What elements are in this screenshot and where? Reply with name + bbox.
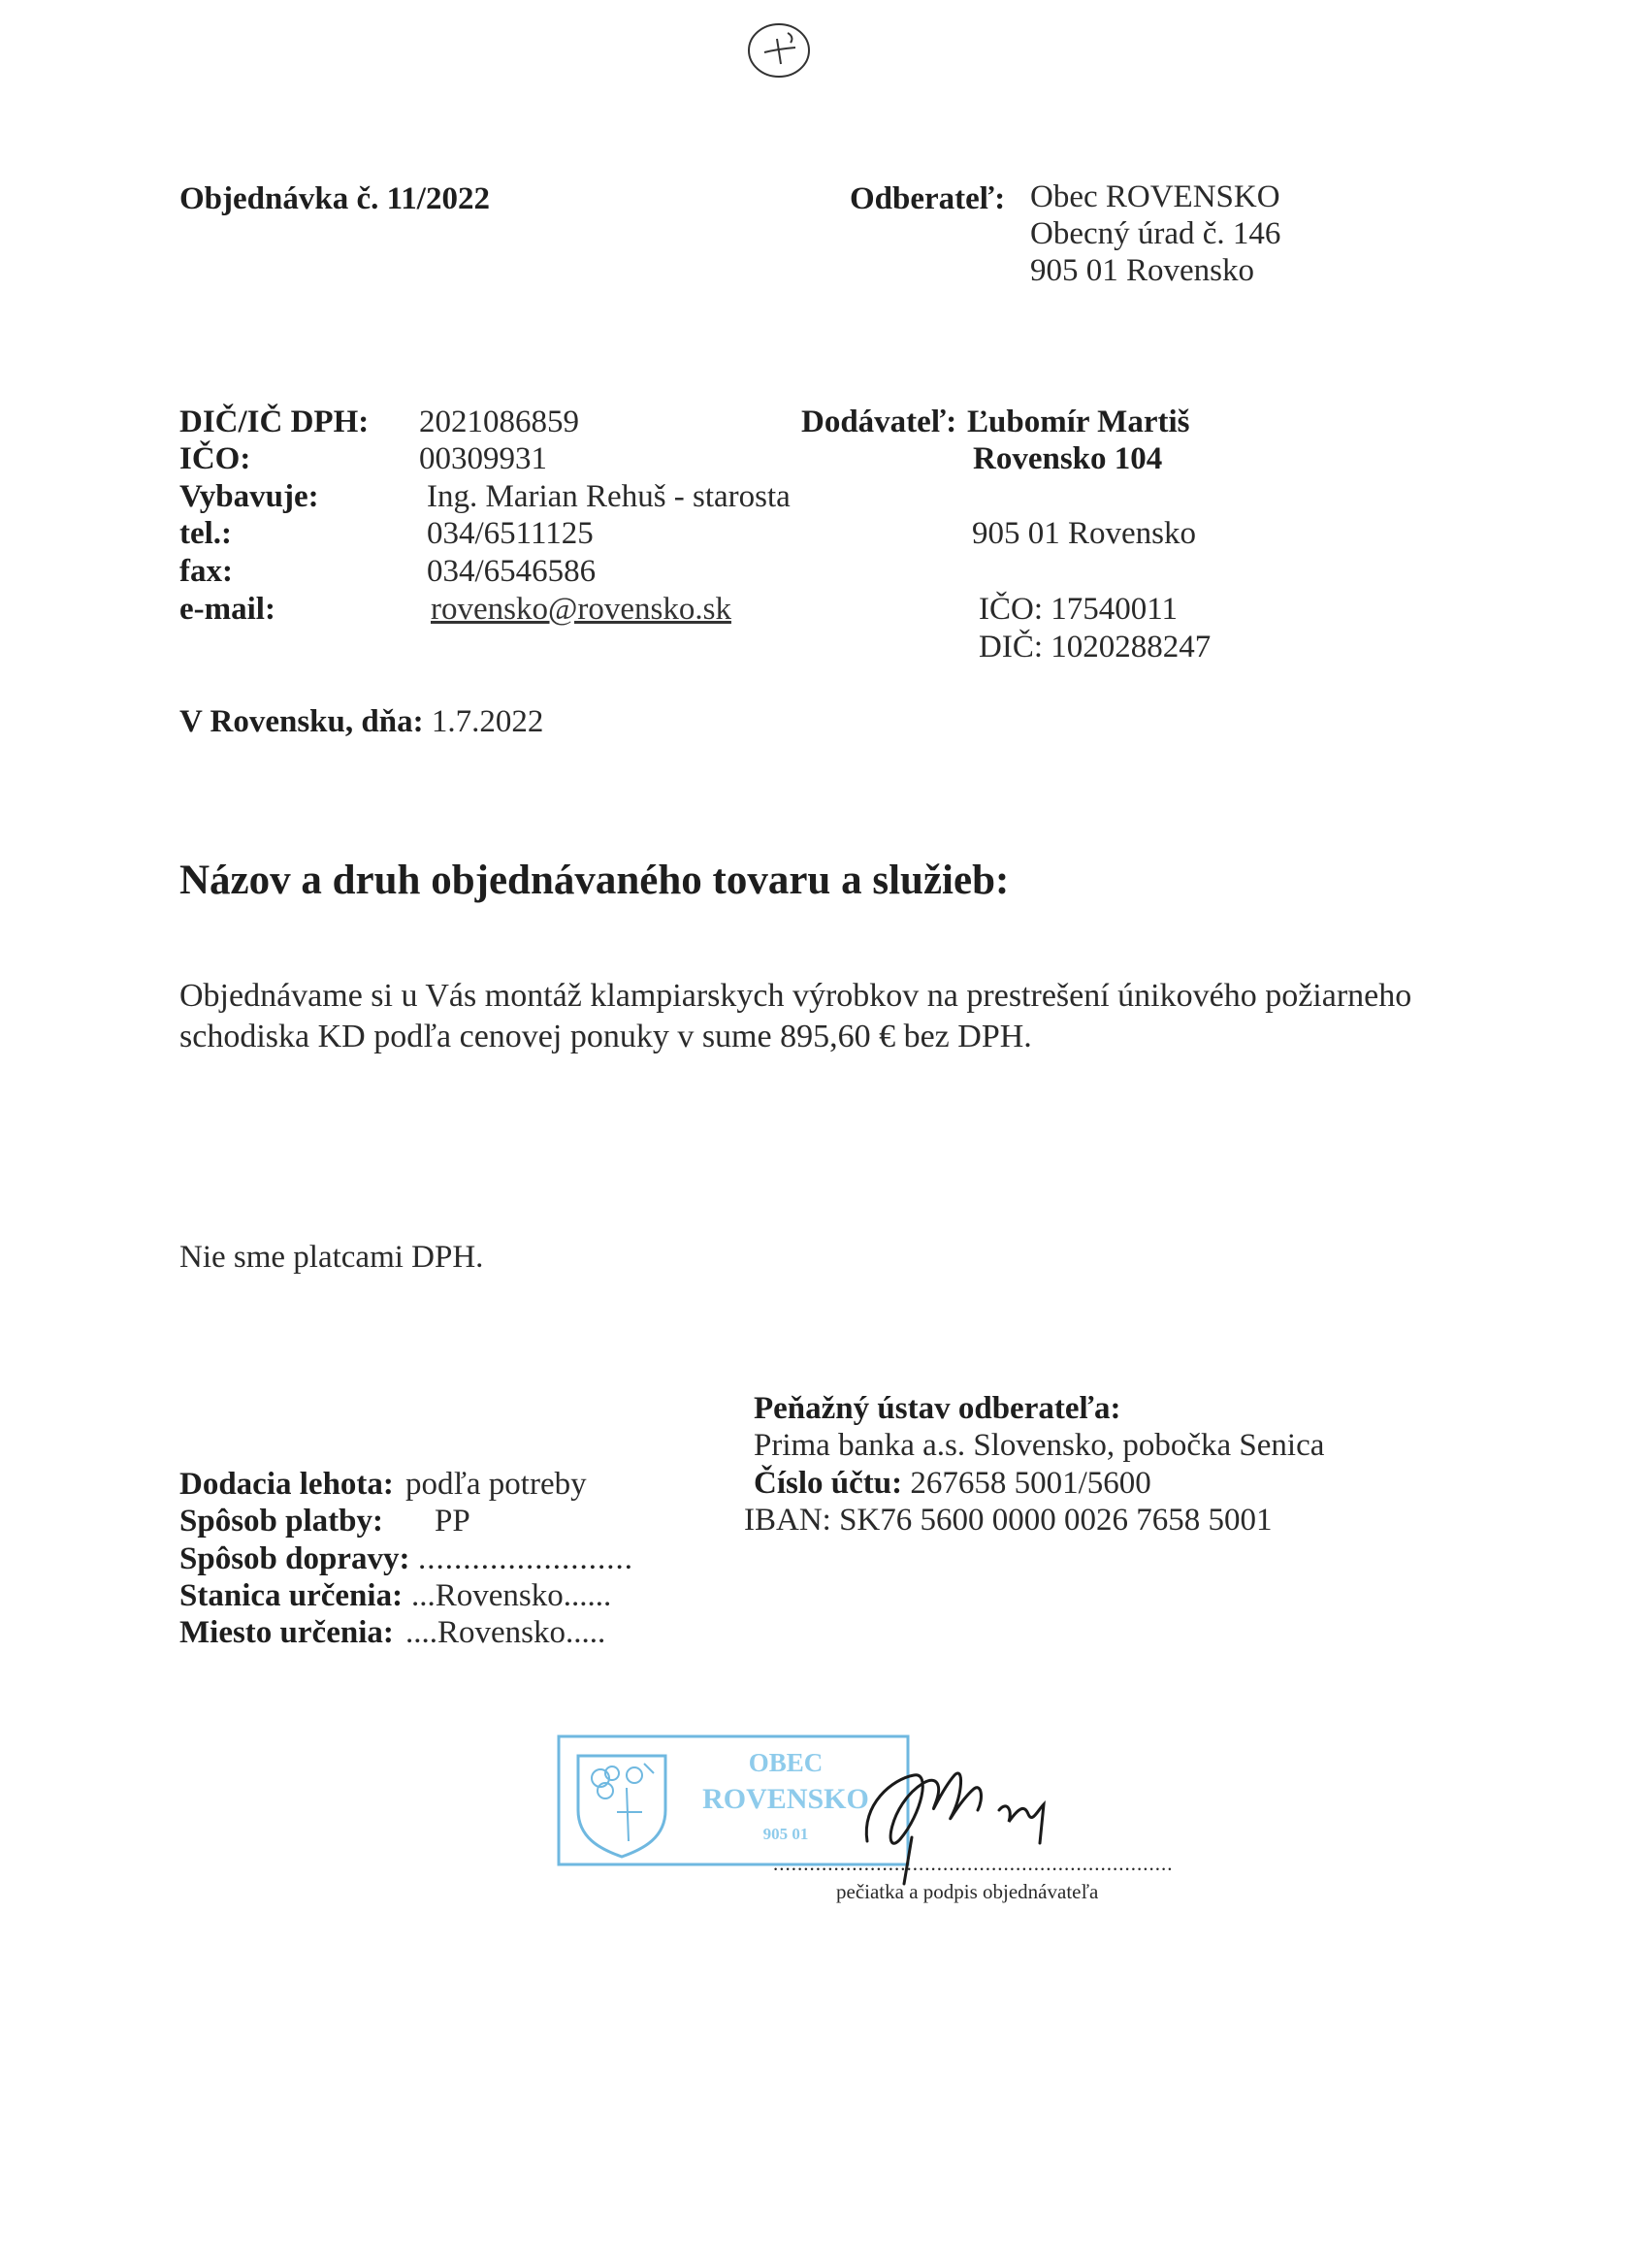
customer-line-3: 905 01 Rovensko <box>1030 253 1254 288</box>
account-value: 267658 5001/5600 <box>910 1466 1151 1501</box>
stamp-line-1: OBEC <box>748 1748 824 1777</box>
term-value: podľa potreby <box>405 1467 587 1502</box>
supplier-street: Rovensko 104 <box>973 441 1163 476</box>
vat-note: Nie sme platcami DPH. <box>179 1240 484 1275</box>
supplier-name: Ľubomír Martiš <box>967 405 1190 439</box>
handwritten-mark-icon <box>745 21 813 80</box>
supplier-dic: DIČ: 1020288247 <box>979 630 1212 664</box>
goods-description-line-2: schodiska KD podľa cenovej ponuky v sume 895,60 € bez DPH. <box>179 1019 1032 1054</box>
dic-label: DIČ/IČ DPH: <box>179 405 370 439</box>
bank-label: Peňažný ústav odberateľa: <box>754 1391 1121 1426</box>
handler-value: Ing. Marian Rehuš - starosta <box>427 479 791 514</box>
customer-label: Odberateľ: <box>850 181 1006 216</box>
stamp-line-3: 905 01 <box>762 1825 809 1843</box>
bank-name: Prima banka a.s. Slovensko, pobočka Senica <box>754 1428 1325 1463</box>
supplier-label: Dodávateľ: <box>801 405 957 439</box>
transport-label: Spôsob dopravy: <box>179 1541 410 1576</box>
account-line <box>754 1464 1151 1503</box>
date-label: V Rovensku, dňa: <box>179 704 424 739</box>
signature-caption: pečiatka a podpis objednávateľa <box>836 1880 1099 1903</box>
station-value: ...Rovensko...... <box>411 1578 612 1613</box>
email-link[interactable]: rovensko@rovensko.sk <box>431 592 731 627</box>
place-value: ....Rovensko..... <box>405 1615 606 1650</box>
place-label: Miesto určenia: <box>179 1615 394 1650</box>
iban: IBAN: SK76 5600 0000 0026 7658 5001 <box>744 1503 1273 1538</box>
term-label: Dodacia lehota: <box>179 1467 394 1502</box>
ico-label: IČO: <box>179 441 251 476</box>
handler-label: Vybavuje: <box>179 479 319 514</box>
transport-value: ........................ <box>418 1541 633 1576</box>
email-label: e-mail: <box>179 592 275 627</box>
payment-label: Spôsob platby: <box>179 1504 384 1539</box>
stamp-line-2: ROVENSKO <box>702 1783 869 1815</box>
ico-value: 00309931 <box>419 441 547 476</box>
goods-description-line-1: Objednávame si u Vás montáž klampiarskych výrobkov na prestrešení únikového požiarneho <box>179 978 1412 1014</box>
customer-line-1: Obec ROVENSKO <box>1030 179 1280 214</box>
handwritten-signature <box>854 1746 1067 1901</box>
dic-value: 2021086859 <box>419 405 579 439</box>
supplier-ico: IČO: 17540011 <box>979 592 1179 627</box>
goods-heading: Názov a druh objednávaného tovaru a služieb: <box>179 858 1010 903</box>
date-line <box>179 702 543 741</box>
coat-of-arms-icon <box>578 1756 665 1857</box>
station-label: Stanica určenia: <box>179 1578 404 1613</box>
order-title: Objednávka č. 11/2022 <box>179 181 490 216</box>
signature-dotted-line: .................................................................. <box>773 1852 1174 1875</box>
date-value: 1.7.2022 <box>431 704 544 739</box>
supplier-city: 905 01 Rovensko <box>972 516 1196 551</box>
fax-label: fax: <box>179 554 233 589</box>
account-label: Číslo účtu: <box>754 1466 903 1501</box>
tel-value: 034/6511125 <box>427 516 594 551</box>
payment-value: PP <box>435 1504 470 1539</box>
customer-line-2: Obecný úrad č. 146 <box>1030 216 1281 251</box>
tel-label: tel.: <box>179 516 233 551</box>
fax-value: 034/6546586 <box>427 554 597 589</box>
